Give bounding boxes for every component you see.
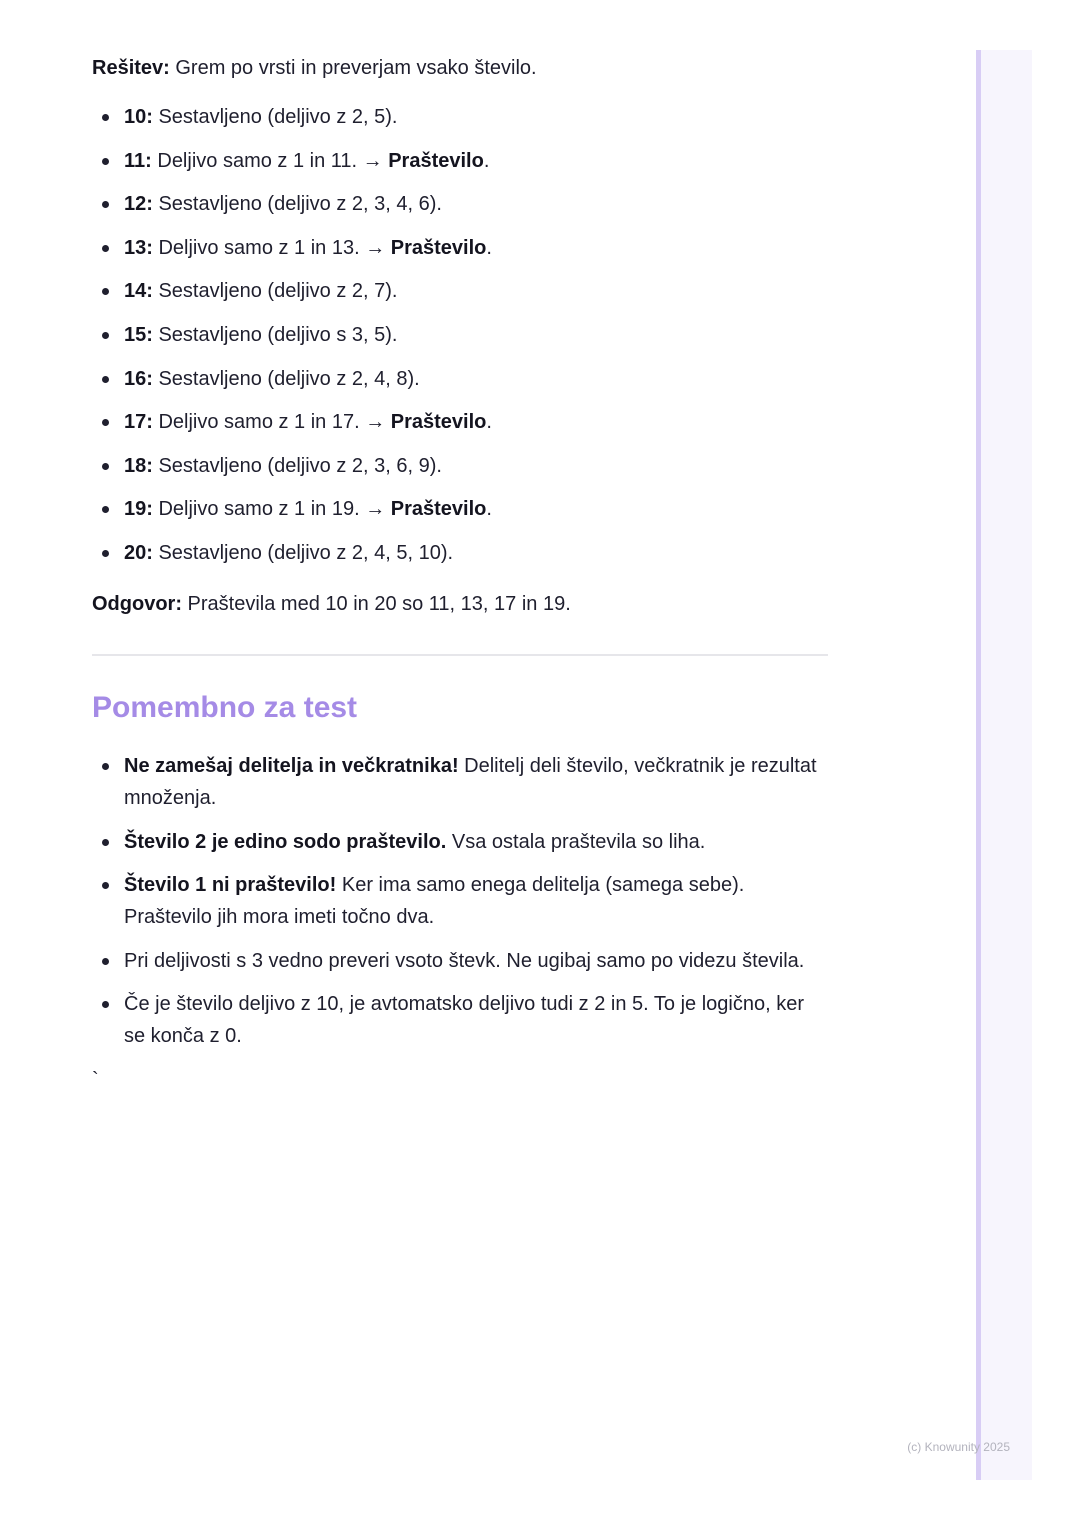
item-number: 13: [124, 236, 153, 259]
copyright-footer: (c) Knowunity 2025 [907, 1440, 1010, 1454]
answer-paragraph [92, 588, 828, 620]
item-result: Praštevilo [390, 498, 487, 521]
section-heading: Pomembno za test [92, 690, 358, 724]
item-text: Deljivo samo z 1 in 11. → [151, 149, 389, 172]
item-text: Deljivo samo z 1 in 13. → [152, 236, 391, 259]
item-end: . [483, 149, 490, 172]
note-text: Delitelj deli število, večkratnik je rezultat množenja. [124, 754, 817, 809]
note-text: Ker ima samo enega delitelja (samega sebe). Praštevilo jih mora imeti točno dva. [124, 874, 745, 929]
item-number: 19: [124, 498, 153, 521]
solution-paragraph [92, 52, 828, 84]
item-number: 20: [124, 541, 153, 564]
item-number: 11: [124, 149, 152, 172]
list-item [92, 826, 828, 858]
list-item [92, 493, 828, 525]
item-number: 16: [124, 367, 153, 390]
list-item [92, 945, 828, 977]
item-result: Praštevilo [388, 149, 484, 172]
list-item [92, 232, 828, 264]
list-item [92, 869, 828, 933]
item-number: 10: [124, 106, 153, 128]
item-text: Sestavljeno (deljivo z 2, 3, 4, 6). [152, 193, 442, 216]
item-text: Deljivo samo z 1 in 19. → [152, 498, 391, 521]
document-page [92, 52, 828, 1090]
item-end: . [486, 411, 492, 434]
list-item [92, 101, 828, 133]
note-text: Pri deljivosti s 3 vedno preveri vsoto števk. Ne ugibaj samo po videzu števila. [124, 949, 805, 972]
item-text: Sestavljeno (deljivo z 2, 3, 6, 9). [152, 454, 442, 477]
item-number: 17: [124, 411, 153, 434]
solution-label: Rešitev: [92, 57, 170, 79]
item-text: Deljivo samo z 1 in 17. → [152, 411, 391, 434]
stray-backtick: ` [92, 1069, 99, 1092]
list-item [92, 750, 828, 814]
sidebar-panel [976, 50, 1032, 1480]
list-item [92, 145, 828, 177]
prime-check-list [92, 101, 828, 569]
item-number: 14: [124, 280, 153, 303]
item-number: 18: [124, 454, 153, 477]
item-end: . [486, 236, 492, 259]
list-item [92, 406, 828, 438]
list-item [92, 537, 828, 569]
test-tips-list [92, 750, 828, 1052]
list-item [92, 988, 828, 1052]
list-item [92, 363, 828, 395]
item-result: Praštevilo [390, 411, 487, 434]
answer-text: Praštevila med 10 in 20 so 11, 13, 17 in 19. [182, 592, 571, 615]
note-bold: Število 1 ni praštevilo! [124, 874, 337, 897]
list-item [92, 275, 828, 307]
item-text: Sestavljeno (deljivo z 2, 4, 5, 10). [152, 541, 454, 564]
list-item [92, 450, 828, 482]
sidebar-accent-line [976, 50, 981, 1480]
item-number: 15: [124, 323, 153, 346]
item-text: Sestavljeno (deljivo z 2, 5). [152, 106, 398, 128]
item-text: Sestavljeno (deljivo z 2, 7). [152, 280, 398, 303]
note-text: Če je število deljivo z 10, je avtomatsko deljivo tudi z 2 in 5. To je logično, ker se konča z 0. [124, 993, 804, 1048]
solution-text: Grem po vrsti in preverjam vsako število. [169, 57, 537, 79]
note-text: Vsa ostala praštevila so liha. [446, 830, 706, 853]
list-item [92, 319, 828, 351]
answer-label: Odgovor: [92, 592, 182, 615]
item-text: Sestavljeno (deljivo s 3, 5). [152, 323, 398, 346]
note-bold: Ne zamešaj delitelja in večkratnika! [124, 754, 459, 777]
note-bold: Število 2 je edino sodo praštevilo. [124, 830, 447, 853]
item-text: Sestavljeno (deljivo z 2, 4, 8). [152, 367, 420, 390]
item-number: 12: [124, 193, 153, 216]
list-item [92, 188, 828, 220]
item-result: Praštevilo [390, 236, 487, 259]
item-end: . [486, 498, 492, 521]
section-divider [92, 654, 828, 656]
